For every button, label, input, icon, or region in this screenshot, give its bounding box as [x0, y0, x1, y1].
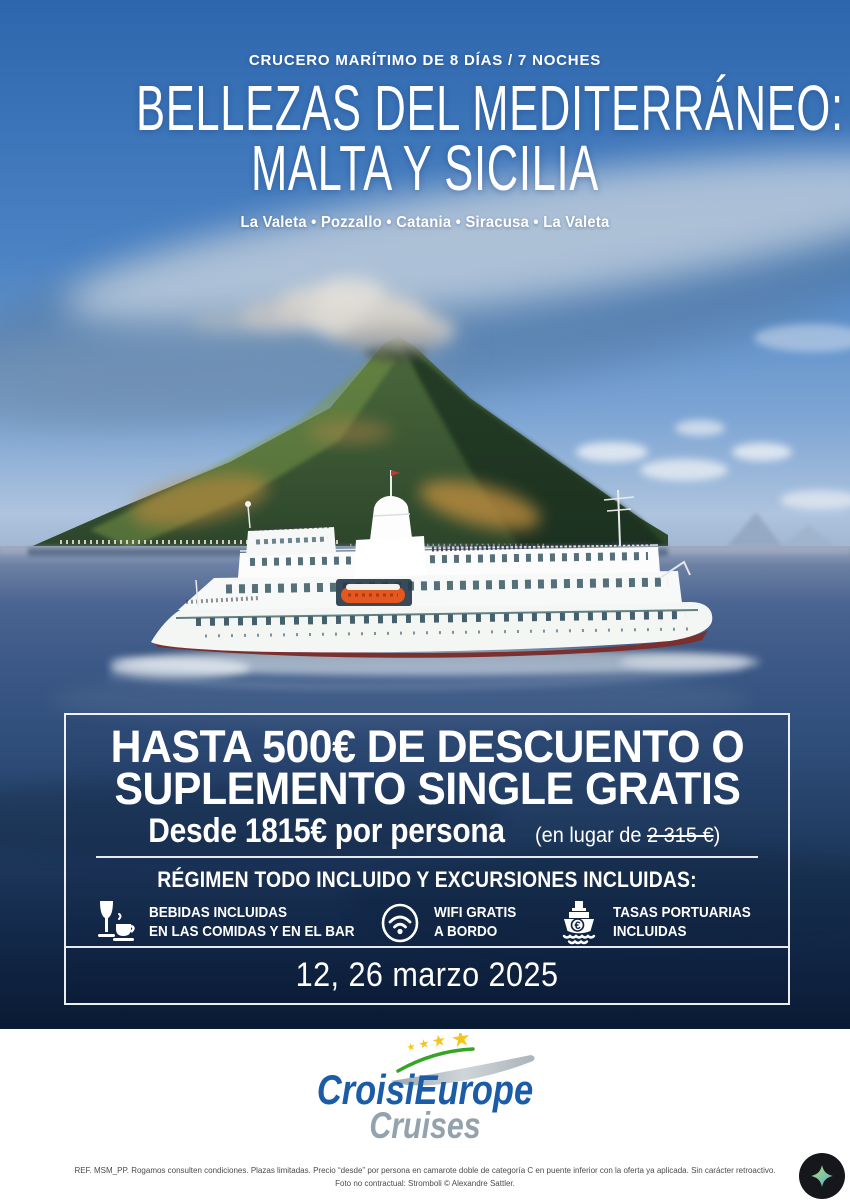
legal-fine-print: [40, 1165, 810, 1191]
croisieurope-logo: [0, 1029, 850, 1147]
title-line-1: BELLEZAS DEL MEDITERRÁNEO:: [136, 72, 844, 144]
itinerary-ports: La Valeta • Pozzallo • Catania • Siracusa • La Valeta: [240, 214, 610, 231]
wifi-icon: [377, 899, 423, 947]
legal-line-2: Foto no contractual: Stromboli © Alexandre Sattler.: [335, 1179, 515, 1189]
offer-divider: [96, 856, 758, 858]
brand-name: CroisiEurope: [316, 1066, 534, 1113]
brand-subtitle: Cruises: [369, 1105, 481, 1146]
price-row: [66, 812, 788, 851]
feature-drinks: [92, 899, 377, 947]
included-features: [92, 899, 766, 947]
legal-line-1: REF. MSM_PP. Rogamos consulten condiciones. Plazas limitadas. Precio “desde” por persona en camarote doble de categoría C en puente inferior con la oferta ya aplicada. Sin carácter retroactivo.: [74, 1166, 776, 1176]
price-old-note: (en lugar de 2 315 €): [535, 824, 721, 847]
feature-label: TASAS PORTUARIAS INCLUIDAS: [612, 904, 751, 940]
offer-headline-line-2: SUPLEMENTO SINGLE GRATIS: [114, 763, 740, 814]
offer-headline-line-1: HASTA 500€ DE DESCUENTO O: [110, 721, 744, 772]
feature-port-taxes: [556, 899, 766, 947]
page-title: [0, 72, 850, 205]
cruise-duration-kicker: CRUCERO MARÍTIMO DE 8 DÍAS / 7 NOCHES: [248, 52, 602, 69]
regime-title: RÉGIMEN TODO INCLUIDO Y EXCURSIONES INCLUIDAS:: [157, 867, 697, 892]
drinks-icon: [92, 899, 138, 947]
feature-label: BEBIDAS INCLUIDAS EN LAS COMIDAS Y EN EL BAR: [149, 904, 355, 940]
floating-widget-button[interactable]: [799, 1153, 845, 1199]
port-taxes-ship-icon: [556, 899, 602, 947]
svg-text:€: €: [574, 920, 581, 932]
departure-dates: 12, 26 marzo 2025: [295, 956, 559, 994]
brand-text: [0, 1066, 850, 1146]
offer-box: [64, 713, 790, 1005]
departure-dates-strip: [66, 946, 788, 1003]
footer: [0, 1029, 850, 1201]
price-old-value: 2 315 €: [647, 824, 714, 847]
feature-wifi: [377, 899, 556, 947]
feature-label: WIFI GRATIS A BORDO: [434, 904, 517, 940]
sparkle-icon: [809, 1163, 835, 1189]
price-current: Desde 1815€ por persona: [148, 812, 505, 850]
title-line-2: MALTA Y SICILIA: [250, 132, 600, 205]
